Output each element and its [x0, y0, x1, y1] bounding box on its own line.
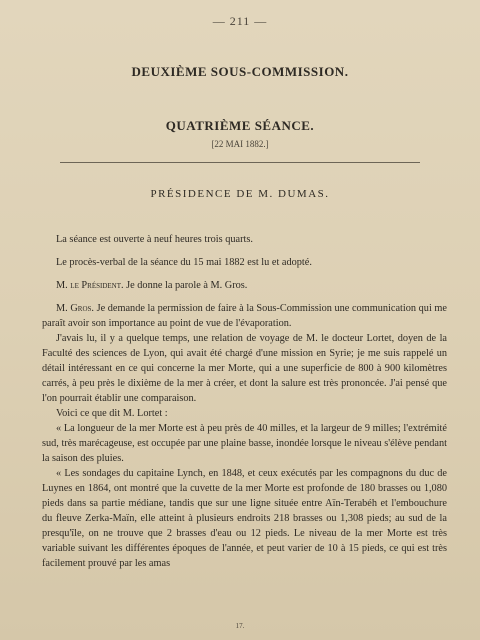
quote-soundings: « Les sondages du capitaine Lynch, en 1848, et ceux exécutés par les compagnons du duc de Luynes en 1864, ont montré que la cuvette de la mer Morte est profonde de 180 brasses ou 1,080 pieds dans sa partie médiane, tandis que sur une ligne située entre Aïn-Terabéh et l'embouchure du fleuve Zerka-Maïn, elle atteint à plusieurs endroits 218 brasses ou 1,308 pieds; au sud de la presqu'île, on ne trouve que 2 brasses d'eau ou 12 pieds. Le niveau de la mer Morte est très variable suivant les différentes époques de l'année, et peut varier de 10 à 15 pieds, ce qui est très facilement prouvé par les amas [42, 468, 447, 569]
paragraph-opening: La séance est ouverte à neuf heures trois quarts. [56, 234, 253, 245]
section-title: DEUXIÈME SOUS-COMMISSION. [131, 64, 349, 79]
session-title: QUATRIÈME SÉANCE. [165, 118, 315, 133]
paragraph-minutes: Le procès-verbal de la séance du 15 mai 1882 est lu et adopté. [56, 257, 312, 268]
presidence-heading: PRÉSIDENCE DE M. DUMAS. [150, 188, 330, 200]
paragraph-gros [42, 301, 447, 331]
speech-text: Je demande la permission de faire à la Sous-Commission une communication qui me paraît avoir son importance au point de vue de l'évaporation. [42, 303, 447, 329]
speaker-name: M. Gros. [56, 303, 94, 314]
paragraph-president [42, 278, 447, 293]
speech-text: Je donne la parole à M. Gros. [123, 280, 248, 291]
paragraph-lortet: J'avais lu, il y a quelque temps, une relation de voyage de M. le docteur Lortet, doyen de la Faculté des sciences de Lyon, qui avait été chargé d'une mission en Syrie; je me suis rappelé un détail intéressant en ce qui concerne la mer Morte, qui a une superficie de 800 à 900 kilomètres carrés, à peu près le dixième de la mer à créer, et dont la salure est très prononcée. J'ai pensé que l'on pourrait établir une comparaison. [42, 333, 447, 404]
session-date: [22 MAI 1882.] [211, 139, 269, 149]
body-text [42, 232, 447, 571]
page-signature: 17. [235, 622, 245, 630]
quote-length: « La longueur de la mer Morte est à peu près de 40 milles, et la largeur de 9 milles; l'extrémité sud, très marécageuse, est occupée par une plaine basse, inondée lorsque le niveau s'élève pendant la saison des pluies. [42, 423, 447, 464]
speaker-name: M. le Président. [56, 280, 124, 291]
paragraph-voici: Voici ce que dit M. Lortet : [56, 408, 168, 419]
divider-rule [60, 162, 420, 163]
page-header: — 211 — [212, 14, 268, 28]
